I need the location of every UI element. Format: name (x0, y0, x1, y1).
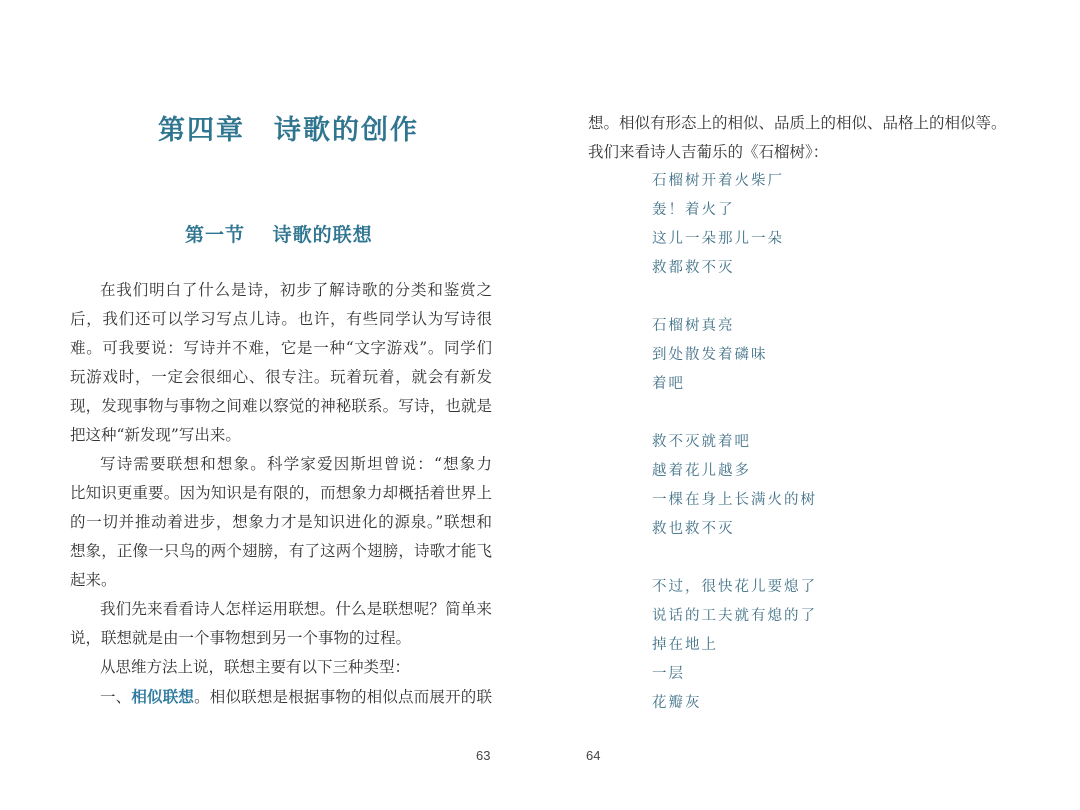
poem-line: 掉在地上 (652, 637, 718, 653)
poem-line: 轰！着火了 (652, 202, 735, 218)
poem-line: 石榴树真亮 (652, 318, 735, 334)
poem-line: 一棵在身上长满火的树 (652, 492, 817, 508)
poem-line: 救也救不灭 (652, 521, 735, 537)
text-line: 想。相似有形态上的相似、品质上的相似、品格上的相似等。 (588, 114, 1007, 132)
stanza-break (588, 283, 1013, 312)
text-line: 说，联想就是由一个事物想到另一个事物的过程。 (70, 629, 412, 647)
text-line: 我们来看诗人吉葡乐的《石榴树》： (588, 143, 829, 161)
text-line: 把这种“新发现”写出来。 (70, 426, 241, 444)
poem-line: 到处散发着磷味 (652, 347, 768, 363)
stanza-break (588, 544, 1013, 573)
poem-line: 越着花儿越多 (652, 463, 751, 479)
text-line: 起来。 (70, 571, 117, 589)
page-number: 64 (586, 748, 601, 763)
poem-line: 不过，很快花儿要熄了 (652, 579, 817, 595)
body-text (588, 109, 1013, 718)
chapter-title: 第四章 诗歌的创作 (158, 115, 419, 146)
poem-line: 着吧 (652, 376, 685, 392)
text-line: 想象，正像一只鸟的两个翅膀，有了这两个翅膀，诗歌才能飞 (70, 542, 492, 560)
poem-line: 花瓣灰 (652, 695, 702, 711)
poem-line: 石榴树开着火柴厂 (652, 173, 784, 189)
text-line: 写诗需要联想和想象。科学家爱因斯坦曾说：“想象力 (100, 455, 492, 473)
poem-line: 这儿一朵那儿一朵 (652, 231, 784, 247)
text-line: 现，发现事物与事物之间难以察觉的神秘联系。写诗，也就是 (70, 397, 492, 415)
poem-line: 一层 (652, 666, 685, 682)
section-title: 第一节 诗歌的联想 (185, 224, 373, 246)
text-line: 的一切并推动着进步，想象力才是知识进化的源泉。”联想和 (70, 513, 492, 531)
poem-line: 说话的工夫就有熄的了 (652, 608, 817, 624)
stanza-break (588, 399, 1013, 428)
text-line (70, 682, 492, 711)
right-page (540, 0, 1080, 810)
text-line: 在我们明白了什么是诗，初步了解诗歌的分类和鉴赏之 (100, 281, 492, 299)
text-span: 一、 (100, 688, 132, 706)
highlighted-term: 相似联想 (131, 687, 195, 706)
text-line: 后，我们还可以学习写点儿诗。也许，有些同学认为写诗很 (70, 310, 492, 328)
page-number: 63 (476, 748, 491, 763)
text-line: 我们先来看看诗人怎样运用联想。什么是联想呢？简单来 (100, 600, 492, 618)
text-line: 比知识更重要。因为知识是有限的，而想象力却概括着世界上 (70, 484, 492, 502)
poem-line: 救不灭就着吧 (652, 434, 751, 450)
text-line: 难。可我要说：写诗并不难，它是一种“文字游戏”。同学们 (70, 339, 492, 357)
poem-line: 救都救不灭 (652, 260, 735, 276)
text-line: 玩游戏时，一定会很细心、很专注。玩着玩着，就会有新发 (70, 368, 492, 386)
text-line: 从思维方法上说，联想主要有以下三种类型： (100, 658, 411, 676)
text-span: 。相似联想是根据事物的相似点而展开的联 (194, 688, 492, 706)
body-text (70, 276, 492, 711)
